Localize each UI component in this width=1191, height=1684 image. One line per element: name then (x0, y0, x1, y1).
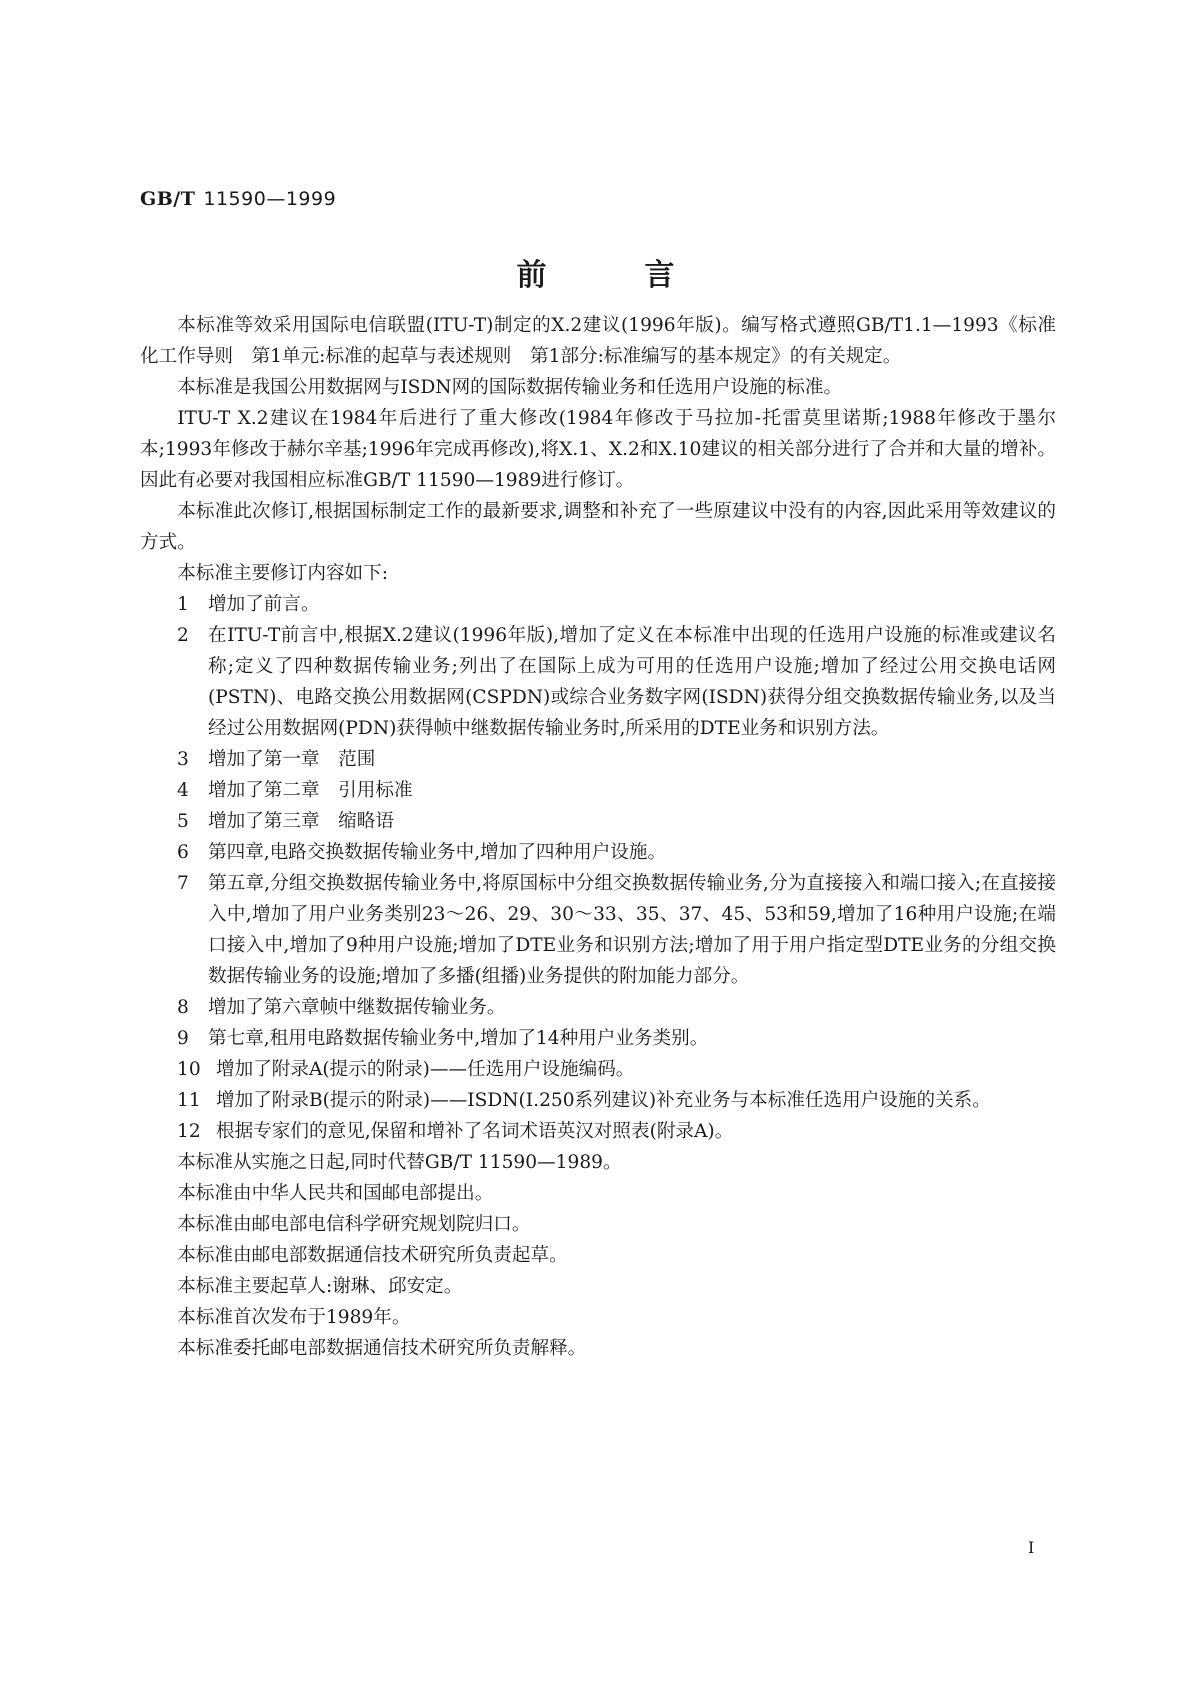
list-item (177, 868, 1056, 992)
paragraph: 本标准是我国公用数据网与ISDN网的国际数据传输业务和任选用户设施的标准。 (177, 377, 843, 398)
list-item (177, 1023, 1056, 1054)
list-item (177, 1116, 1056, 1147)
closing-paragraph: 本标准由中华人民共和国邮电部提出。 (177, 1183, 494, 1204)
list-item-text: 增加了第六章帧中继数据传输业务。 (208, 997, 506, 1018)
list-item-text: 增加了附录B(提示的附录)——ISDN(Ⅰ.250系列建议)补充业务与本标准任选用户设施的关系。 (216, 1090, 991, 1111)
list-item (177, 589, 1056, 620)
standard-code (140, 188, 336, 210)
list-item-number: 5 (177, 811, 189, 832)
list-item-number: 9 (177, 1028, 189, 1049)
list-item (177, 775, 1056, 806)
list-item-number: 8 (177, 997, 189, 1018)
list-item (177, 1054, 1056, 1085)
list-item-text: 第七章,租用电路数据传输业务中,增加了14种用户业务类别。 (208, 1028, 709, 1049)
list-item (177, 837, 1056, 868)
closing-paragraph: 本标准由邮电部电信科学研究规划院归口。 (177, 1214, 531, 1235)
list-item-text: 增加了第一章 范围 (208, 749, 376, 770)
list-item (177, 1085, 1056, 1116)
standard-prefix: GB/T (140, 188, 196, 210)
list-item-number: 2 (177, 625, 189, 646)
closing-paragraph: 本标准从实施之日起,同时代替GB/T 11590—1989。 (177, 1152, 622, 1173)
list-item-number: 1 (177, 594, 189, 615)
list-item-number: 10 (177, 1059, 201, 1080)
list-item-text: 增加了前言。 (208, 594, 320, 615)
list-item-number: 3 (177, 749, 189, 770)
closing-paragraph: 本标准主要起草人:谢琳、邱安定。 (177, 1276, 463, 1297)
paragraph: ITU-T X.2建议在1984年后进行了重大修改(1984年修改于马拉加-托雷莫里诺斯;1988年修改于墨尔本;1993年修改于赫尔辛基;1996年完成再修改),将X.1、X.2和X.10建议的相关部分进行了合并和大量的增补。因此有必要对我国相应标准GB/T 11590—1989进行修订。 (140, 408, 1056, 491)
page-number: Ⅰ (1028, 1538, 1035, 1557)
list-item-number: 4 (177, 780, 189, 801)
document-body (140, 310, 1056, 1364)
list-item-text: 第五章,分组交换数据传输业务中,将原国标中分组交换数据传输业务,分为直接接入和端口接入;在直接接入中,增加了用户业务类别23～26、29、30～33、35、37、45、53和59,增加了16种用户设施;在端口接入中,增加了9种用户设施;增加了DTE业务和识别方法;增加了用于用户指定型DTE业务的分组交换数据传输业务的设施;增加了多播(组播)业务提供的附加能力部分。 (208, 873, 1056, 987)
paragraph: 本标准此次修订,根据国标制定工作的最新要求,调整和补充了一些原建议中没有的内容,因此采用等效建议的方式。 (140, 501, 1056, 553)
list-item (177, 806, 1056, 837)
list-item-number: 11 (177, 1090, 201, 1111)
list-item-number: 6 (177, 842, 189, 863)
list-item-text: 增加了附录A(提示的附录)——任选用户设施编码。 (216, 1059, 635, 1080)
closing-paragraph: 本标准首次发布于1989年。 (177, 1307, 411, 1328)
list-item-text: 在ITU-T前言中,根据X.2建议(1996年版),增加了定义在本标准中出现的任选用户设施的标准或建议名称;定义了四种数据传输业务;列出了在国际上成为可用的任选用户设施;增加了经过公用交换电话网(PSTN)、电路交换公用数据网(CSPDN)或综合业务数字网(ISDN)获得分组交换数据传输业务,以及当经过公用数据网(PDN)获得帧中继数据传输业务时,所采用的DTE业务和识别方法。 (208, 625, 1056, 739)
list-item (177, 744, 1056, 775)
list-item-number: 12 (177, 1121, 201, 1142)
list-item-number: 7 (177, 873, 189, 894)
closing-paragraph: 本标准由邮电部数据通信技术研究所负责起草。 (177, 1245, 568, 1266)
paragraph: 本标准主要修订内容如下: (177, 563, 388, 584)
list-item-text: 增加了第三章 缩略语 (208, 811, 394, 832)
list-item (177, 620, 1056, 744)
list-item-text: 增加了第二章 引用标准 (208, 780, 413, 801)
list-item-text: 第四章,电路交换数据传输业务中,增加了四种用户设施。 (208, 842, 667, 863)
list-item (177, 992, 1056, 1023)
list-item-text: 根据专家们的意见,保留和增补了名词术语英汉对照表(附录A)。 (216, 1121, 734, 1142)
page-title: 前言 (516, 258, 773, 293)
closing-paragraph: 本标准委托邮电部数据通信技术研究所负责解释。 (177, 1338, 587, 1359)
paragraph: 本标准等效采用国际电信联盟(ITU-T)制定的X.2建议(1996年版)。编写格式遵照GB/T1.1—1993《标准化工作导则 第1单元:标准的起草与表述规则 第1部分:标准编写的基本规定》的有关规定。 (140, 315, 1056, 367)
standard-number: 11590—1999 (203, 188, 337, 210)
